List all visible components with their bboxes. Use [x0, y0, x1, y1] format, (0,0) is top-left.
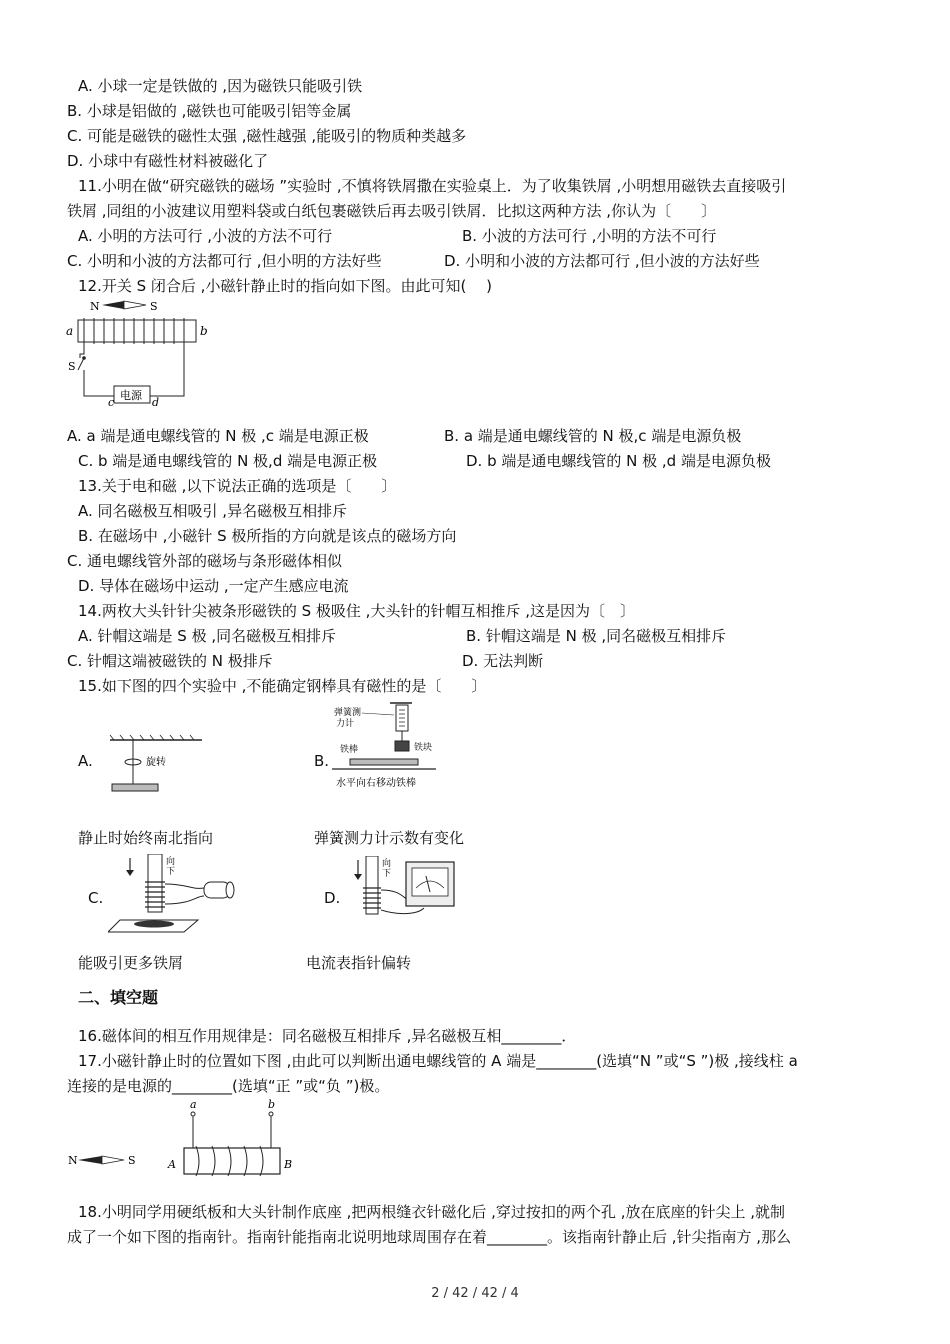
q14-option-d: D. 无法判断 [462, 652, 544, 670]
q12-compass-north-half [102, 301, 124, 309]
q12-compass-s-label: S [150, 300, 158, 313]
q14-stem: 14.两枚大头针针尖被条形磁铁的 S 极吸住 ,大头针的针帽互相推斥 ,这是因为〔 〕 [78, 602, 635, 620]
q15-b-spring-pointer [362, 713, 394, 715]
q17-compass-s-label: S [128, 1154, 136, 1167]
q15-d-steel-rod [366, 856, 378, 914]
q17-compass-south-half [102, 1156, 124, 1164]
q11-stem-line1: 11.小明在做“研究磁铁的磁场 ”实验时 ,不慎将铁屑撒在实验桌上．为了收集铁屑 ,小明想用磁铁去直接吸引 [78, 177, 787, 195]
q12-option-c: C. b 端是通电螺线管的 N 极,d 端是电源正极 [78, 452, 378, 470]
q12-switch-pivot [82, 356, 86, 360]
q12-solenoid-circuit-figure [64, 296, 214, 408]
q17-terminal-a [191, 1112, 195, 1116]
q15-d-down-arrowhead [354, 874, 362, 880]
q15-c-electromagnet-figure [108, 854, 242, 934]
q12-right-wire [150, 344, 184, 396]
q12-terminal-d-label: d [152, 396, 160, 408]
q15-b-meter-label: 力计 [336, 719, 355, 729]
q12-end-a-label: a [66, 324, 74, 338]
q15-c-down-label-2: 下 [166, 867, 176, 877]
q15-a-label: A. [78, 752, 93, 770]
q15-d-label: D. [324, 889, 341, 907]
q14-option-a: A. 针帽这端是 S 极 ,同名磁极互相排斥 [78, 627, 337, 645]
q15-a-caption: 静止时始终南北指向 [78, 829, 214, 847]
q15-d-down-label-1: 向 [382, 859, 392, 869]
q13-option-c: C. 通电螺线管外部的磁场与条形磁体相似 [67, 552, 343, 570]
q18-stem-line1: 18.小明同学用硬纸板和大头针制作底座 ,把两根缝衣针磁化后 ,穿过按扣的两个孔 ,放在底座的针尖上 ,就制 [78, 1203, 786, 1221]
q17-stem-line2: 连接的是电源的________(选填“正 ”或“负 ”)极。 [67, 1077, 390, 1095]
q13-option-a: A. 同名磁极互相吸引 ,异名磁极互相排斥 [78, 502, 348, 520]
q13-option-b: B. 在磁场中 ,小磁针 S 极所指的方向就是该点的磁场方向 [78, 527, 457, 545]
q15-c-wires [165, 884, 204, 904]
q14-option-c: C. 针帽这端被磁铁的 N 极排斥 [67, 652, 273, 670]
page-footer: 2 / 42 / 42 / 4 [431, 1286, 519, 1301]
q15-c-label: C. [88, 889, 104, 907]
q12-compass-south-half [124, 301, 146, 309]
q12-left-wire [80, 344, 114, 396]
q15-b-label: B. [314, 752, 330, 770]
q12-option-b: B. a 端是通电螺线管的 N 极,c 端是电源负极 [444, 427, 742, 445]
q12-power-source-label: 电源 [120, 389, 142, 402]
q12-stem: 12.开关 S 闭合后 ,小磁针静止时的指向如下图。由此可知( ) [78, 277, 492, 295]
q12-option-d: D. b 端是通电螺线管的 N 极 ,d 端是电源负极 [466, 452, 771, 470]
q11-stem-line2: 铁屑 ,同组的小波建议用塑料袋或白纸包裹磁铁后再去吸引铁屑．比拟这两种方法 ,你认为〔 〕 [67, 202, 717, 220]
q12-solenoid-body [78, 320, 196, 342]
q12-terminal-c-label: c [108, 396, 115, 408]
q17-compass-n-label: N [68, 1154, 78, 1167]
q14-option-b: B. 针帽这端是 N 极 ,同名磁极互相排斥 [466, 627, 727, 645]
q15-b-block-label: 铁块 [414, 743, 433, 753]
q12-switch-label: S [68, 360, 76, 373]
q13-option-d: D. 导体在磁场中运动 ,一定产生感应电流 [78, 577, 349, 595]
q11-option-a: A. 小明的方法可行 ,小波的方法不可行 [78, 227, 333, 245]
q10-option-a: A. 小球一定是铁做的 ,因为磁铁只能吸引铁 [78, 77, 363, 95]
q15-b-caption: 弹簧测力计示数有变化 [314, 829, 465, 847]
q15-d-caption: 电流表指针偏转 [306, 954, 412, 972]
q15-c-iron-filings [134, 921, 174, 928]
q15-a-steel-rod [112, 784, 158, 791]
q15-b-note: 水平向右移动铁棒 [336, 778, 416, 789]
q10-option-d: D. 小球中有磁性材料被磁化了 [67, 152, 269, 170]
q12-switch-lever [78, 358, 84, 370]
q15-c-caption: 能吸引更多铁屑 [78, 954, 184, 972]
q15-d-down-label-2: 下 [382, 869, 392, 879]
q10-option-c: C. 可能是磁铁的磁性太强 ,磁性越强 ,能吸引的物质种类越多 [67, 127, 467, 145]
q10-option-b: B. 小球是铝做的 ,磁铁也可能吸引铝等金属 [67, 102, 352, 120]
q11-option-b: B. 小波的方法可行 ,小明的方法不可行 [462, 227, 717, 245]
q17-end-A-label: A [168, 1158, 176, 1171]
q17-terminal-a-label: a [190, 1098, 197, 1111]
q15-b-iron-rod [350, 759, 418, 765]
q12-option-a: A. a 端是通电螺线管的 N 极 ,c 端是电源正极 [67, 427, 369, 445]
q17-solenoid-figure [64, 1096, 300, 1180]
q11-option-d: D. 小明和小波的方法都可行 ,但小波的方法好些 [444, 252, 760, 270]
q17-compass-north-half [78, 1156, 102, 1164]
q11-option-c: C. 小明和小波的方法都可行 ,但小明的方法好些 [67, 252, 382, 270]
q17-end-B-label: B [284, 1158, 293, 1171]
q15-b-spring-label: 弹簧测 [334, 708, 362, 718]
q17-terminal-b [269, 1112, 273, 1116]
q15-c-steel-rod [148, 854, 162, 912]
q15-c-battery-end [226, 882, 234, 898]
q15-stem: 15.如下图的四个实验中 ,不能确定钢棒具有磁性的是〔 〕 [78, 677, 487, 695]
q15-c-down-arrowhead [126, 870, 134, 876]
q12-end-b-label: b [200, 324, 208, 338]
q16-stem: 16.磁体间的相互作用规律是：同名磁极互相排斥 ,异名磁极互相________． [78, 1027, 577, 1045]
q17-stem-line1: 17.小磁针静止时的位置如下图 ,由此可以判断出通电螺线管的 A 端是________(选填“N ”或“S ”)极 ,接线柱 a [78, 1052, 798, 1070]
q15-c-down-label-1: 向 [166, 857, 176, 867]
section-fill-in-title: 二、填空题 [78, 988, 159, 1007]
q15-a-suspended-rod-figure [108, 734, 208, 806]
q15-b-rod-label: 铁棒 [340, 745, 359, 755]
q13-stem: 13.关于电和磁 ,以下说法正确的选项是〔 〕 [78, 477, 397, 495]
q15-b-iron-block [395, 741, 409, 751]
q12-compass-n-label: N [90, 300, 100, 313]
q18-stem-line2: 成了一个如下图的指南针。指南针能指南北说明地球周围存在着________。该指南针静止后 ,针尖指南方 ,那么 [67, 1228, 792, 1246]
q17-terminal-b-label: b [268, 1098, 276, 1111]
q15-a-rotate-label: 旋转 [146, 757, 166, 768]
q15-d-induction-figure [348, 856, 460, 938]
q15-b-spring-scale-figure [332, 701, 442, 793]
